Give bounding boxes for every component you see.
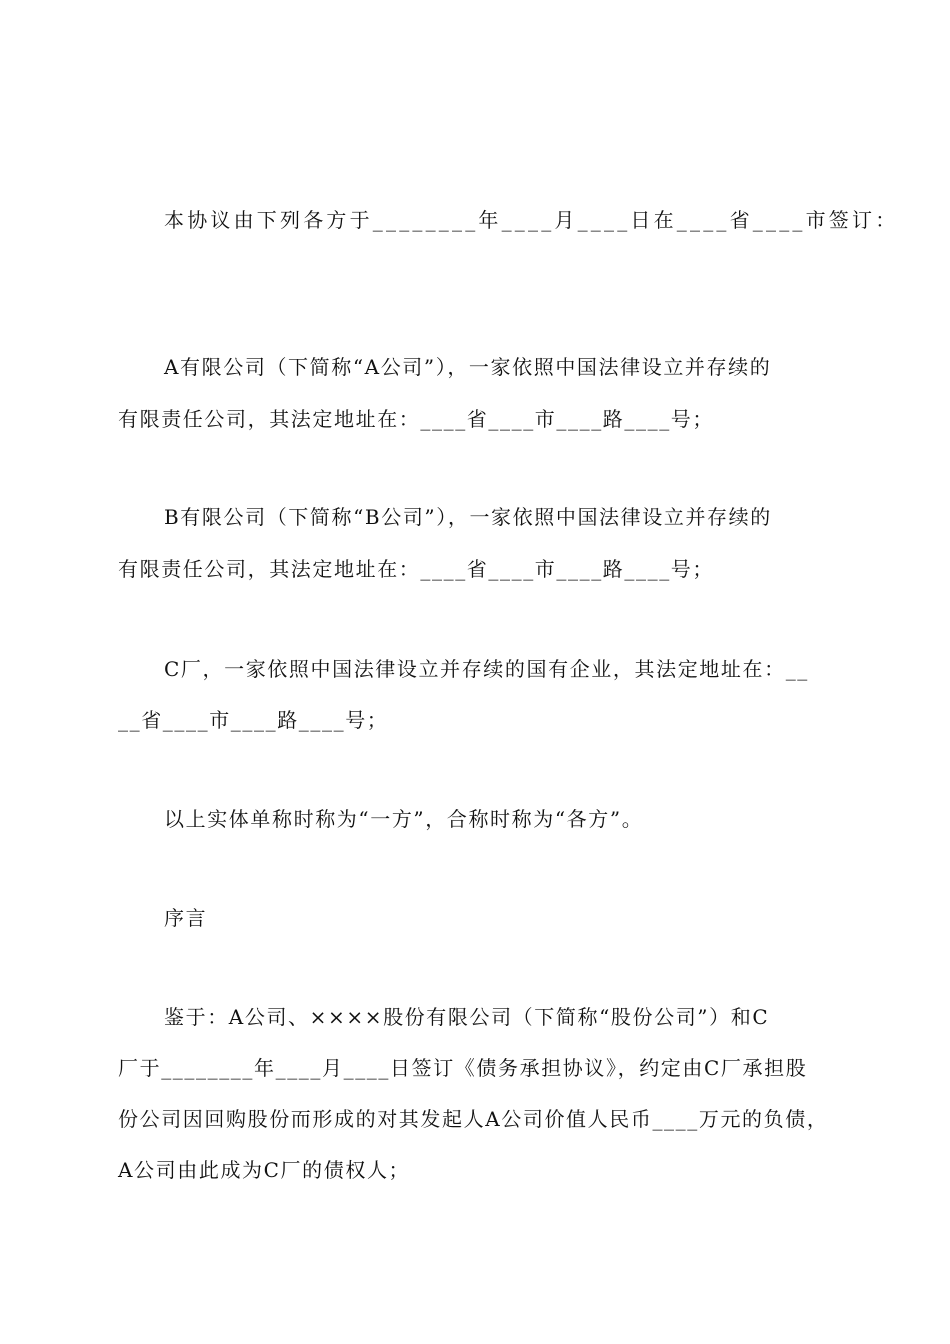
party-a-line-1: A有限公司（下简称“A公司”），一家依照中国法律设立并存续的 [164, 355, 772, 379]
whereas-line-3: 份公司因回购股份而形成的对其发起人A公司价值人民币____万元的负债， [118, 1107, 829, 1131]
collective-definition: 以上实体单称时称为“一方”，合称时称为“各方”。 [164, 807, 644, 831]
party-b-line-2: 有限责任公司，其法定地址在：____省____市____路____号； [118, 557, 714, 581]
party-a-line-2: 有限责任公司，其法定地址在：____省____市____路____号； [118, 407, 714, 431]
whereas-line-1: 鉴于：A公司、××××股份有限公司（下简称“股份公司”）和C [164, 1005, 770, 1029]
party-c-line-2: __省____市____路____号； [118, 708, 389, 732]
whereas-line-4: A公司由此成为C厂的债权人； [118, 1158, 411, 1182]
opening-paragraph: 本协议由下列各方于________年____月____日在____省____市签订： [164, 208, 899, 232]
party-c-line-1: C厂，一家依照中国法律设立并存续的国有企业，其法定地址在：__ [164, 657, 809, 681]
preamble-heading: 序言 [164, 906, 208, 930]
whereas-line-2: 厂于________年____月____日签订《债务承担协议》，约定由C厂承担股 [118, 1056, 808, 1080]
party-b-line-1: B有限公司（下简称“B公司”），一家依照中国法律设立并存续的 [164, 505, 772, 529]
